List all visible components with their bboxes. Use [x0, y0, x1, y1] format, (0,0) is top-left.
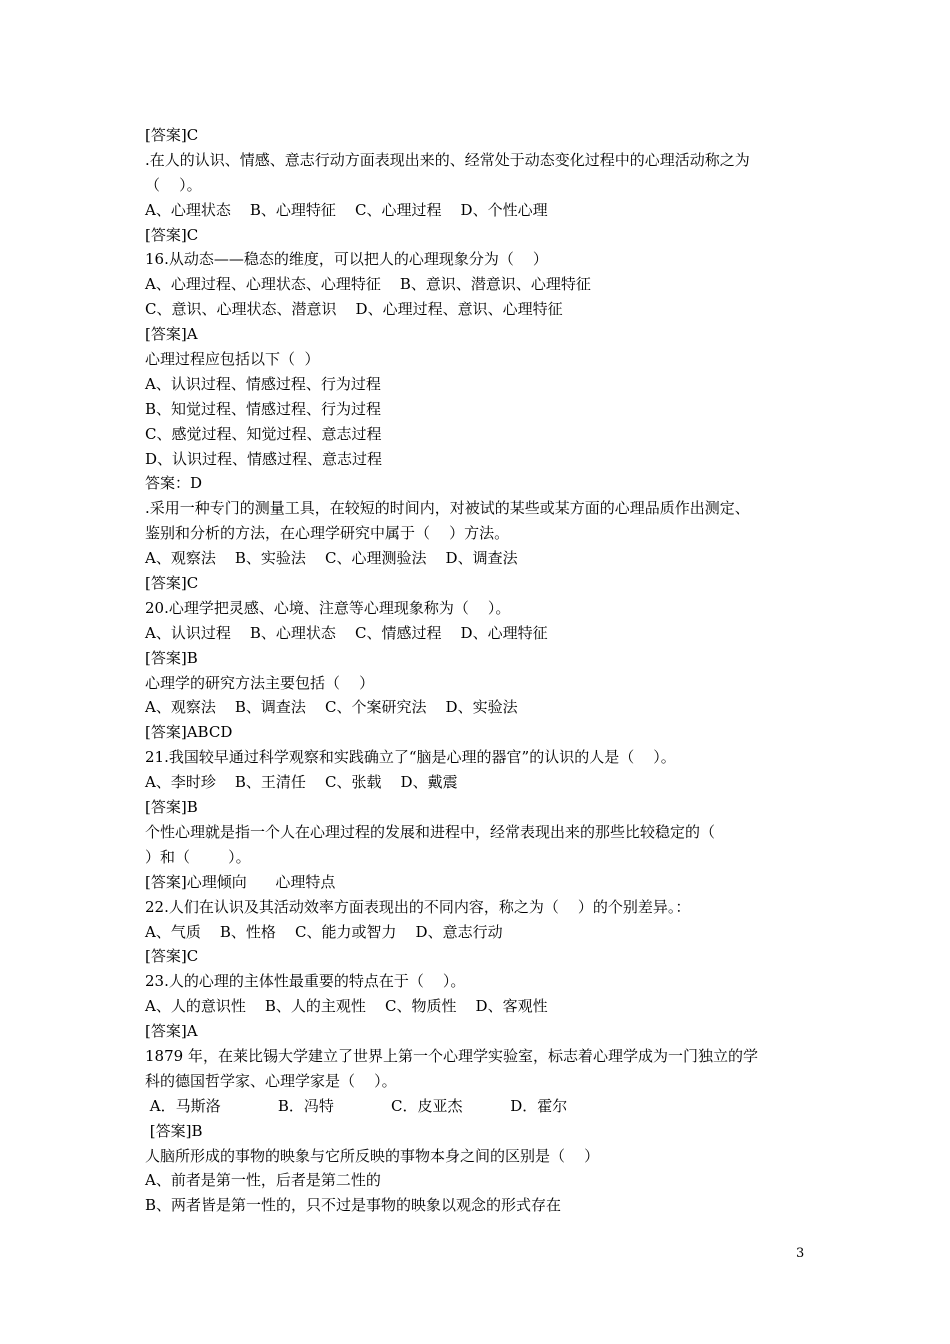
text-line-28: [答案]B	[145, 798, 198, 817]
text-line-18: A、观察法 B、实验法 C、心理测验法 D、调查法	[145, 549, 518, 568]
text-line-11: A、认识过程、情感过程、行为过程	[145, 374, 381, 393]
page-number: 3	[796, 1246, 805, 1261]
text-line-26: 21.我国较早通过科学观察和实践确立了“脑是心理的器官”的认识的人是（ ）。	[145, 748, 676, 767]
text-line-2: .在人的认识、情感、意志行动方面表现出来的、经常处于动态变化过程中的心理活动称之为	[145, 150, 750, 169]
text-line-14: D、认识过程、情感过程、意志过程	[145, 449, 383, 468]
text-line-41: [答案]B	[145, 1121, 203, 1140]
text-line-15: 答案：D	[145, 474, 203, 493]
text-line-17: 鉴别和分析的方法，在心理学研究中属于（ ）方法。	[145, 524, 510, 543]
text-line-22: [答案]B	[145, 648, 198, 667]
text-line-12: B、知觉过程、情感过程、行为过程	[145, 399, 382, 418]
text-line-34: [答案]C	[145, 947, 199, 966]
text-line-10: 心理过程应包括以下（ ）	[145, 350, 320, 369]
page-content	[145, 123, 810, 1218]
text-line-27: A、李时珍 B、王清任 C、张载 D、戴震	[145, 773, 458, 792]
text-line-7: A、心理过程、心理状态、心理特征 B、意识、潜意识、心理特征	[145, 275, 591, 294]
text-line-29: 个性心理就是指一个人在心理过程的发展和进程中，经常表现出来的那些比较稳定的（	[145, 822, 716, 841]
text-line-1: [答案]C	[145, 126, 199, 144]
text-line-44: B、两者皆是第一性的，只不过是事物的映象以观念的形式存在	[145, 1196, 562, 1215]
text-line-8: C、意识、心理状态、潜意识 D、心理过程、意识、心理特征	[145, 300, 563, 319]
text-line-19: [答案]C	[145, 574, 199, 593]
text-line-33: A、气质 B、性格 C、能力或智力 D、意志行动	[145, 922, 503, 941]
text-line-43: A、前者是第一性，后者是第二性的	[145, 1171, 381, 1190]
text-line-30: ）和（ ）。	[145, 847, 251, 866]
text-line-6: 16.从动态——稳态的维度，可以把人的心理现象分为（ ）	[145, 250, 548, 269]
text-line-4: A、心理状态 B、心理特征 C、心理过程 D、个性心理	[145, 200, 548, 219]
text-line-20: 20.心理学把灵感、心境、注意等心理现象称为（ ）。	[145, 598, 511, 617]
text-line-13: C、感觉过程、知觉过程、意志过程	[145, 424, 382, 443]
text-line-32: 22.人们在认识及其活动效率方面表现出的不同内容，称之为（ ）的个别差异。：	[145, 897, 691, 916]
text-line-25: [答案]ABCD	[145, 723, 233, 742]
text-line-35: 23.人的心理的主体性最重要的特点在于（ ）。	[145, 972, 466, 991]
text-line-9: [答案]A	[145, 325, 198, 344]
text-line-5: [答案]C	[145, 225, 199, 244]
text-line-31: [答案]心理倾向 心理特点	[145, 872, 336, 891]
text-line-42: 人脑所形成的事物的映象与它所反映的事物本身之间的区别是（ ）	[145, 1146, 600, 1165]
text-line-16: .采用一种专门的测量工具，在较短的时间内，对被试的某些或某方面的心理品质作出测定、	[145, 499, 750, 518]
text-line-21: A、认识过程 B、心理状态 C、情感过程 D、心理特征	[145, 623, 548, 642]
text-line-23: 心理学的研究方法主要包括（ ）	[145, 673, 375, 692]
text-line-24: A、观察法 B、调查法 C、个案研究法 D、实验法	[145, 698, 518, 717]
text-line-40: A．马斯洛 B．冯特 C．皮亚杰 D．霍尔	[145, 1096, 568, 1115]
text-line-37: [答案]A	[145, 1022, 198, 1041]
text-line-38: 1879 年，在莱比锡大学建立了世界上第一个心理学实验室，标志着心理学成为一门独立的学	[145, 1046, 758, 1065]
text-line-3: （ ）。	[145, 175, 202, 194]
text-line-36: A、人的意识性 B、人的主观性 C、物质性 D、客观性	[145, 997, 548, 1016]
text-line-39: 科的德国哲学家、心理学家是（ ）。	[145, 1071, 397, 1090]
